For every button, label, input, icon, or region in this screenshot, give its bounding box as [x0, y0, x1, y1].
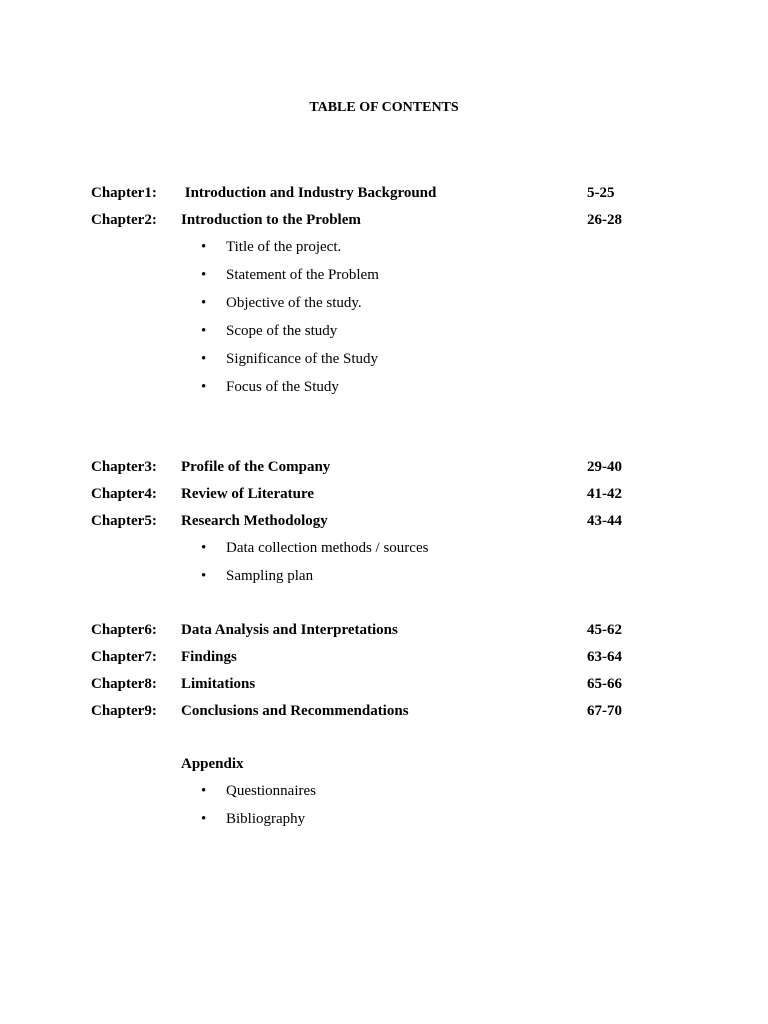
bullet-icon: •	[201, 811, 207, 827]
page-title: TABLE OF CONTENTS	[309, 100, 459, 115]
list-item	[0, 568, 768, 588]
list-item	[0, 379, 768, 399]
chapter-label: Chapter2:	[91, 212, 157, 228]
list-item	[0, 540, 768, 560]
bullet-icon: •	[201, 379, 207, 395]
bullet-icon: •	[201, 295, 207, 311]
list-item-text: Title of the project.	[226, 239, 342, 255]
chapter-label: Chapter4:	[91, 486, 157, 502]
bullet-icon: •	[201, 323, 207, 339]
list-item-text: Questionnaires	[226, 783, 316, 799]
list-item	[0, 295, 768, 315]
list-item	[0, 323, 768, 343]
chapter-label: Chapter5:	[91, 513, 157, 529]
list-item	[0, 267, 768, 287]
chapter-label: Chapter7:	[91, 649, 157, 665]
chapter-pages: 5-25	[587, 185, 615, 201]
chapter-pages: 65-66	[587, 676, 622, 692]
bullet-icon: •	[201, 267, 207, 283]
toc-entry-chapter3	[0, 459, 768, 479]
chapter-pages: 41-42	[587, 486, 622, 502]
chapter-label: Chapter8:	[91, 676, 157, 692]
chapter-label: Chapter1:	[91, 185, 157, 201]
chapter-title: Findings	[181, 649, 237, 665]
bullet-icon: •	[201, 783, 207, 799]
list-item-text: Objective of the study.	[226, 295, 362, 311]
bullet-icon: •	[201, 540, 207, 556]
list-item	[0, 239, 768, 259]
chapter-title: Research Methodology	[181, 513, 328, 529]
chapter-pages: 43-44	[587, 513, 622, 529]
toc-entry-chapter7	[0, 649, 768, 669]
chapter-pages: 26-28	[587, 212, 622, 228]
list-item	[0, 811, 768, 831]
list-item-text: Bibliography	[226, 811, 306, 827]
list-item	[0, 783, 768, 803]
chapter-pages: 63-64	[587, 649, 622, 665]
chapter-label: Chapter3:	[91, 459, 157, 475]
list-item-text: Statement of the Problem	[226, 267, 379, 283]
chapter-pages: 29-40	[587, 459, 622, 475]
toc-entry-chapter4	[0, 486, 768, 506]
toc-entry-chapter8	[0, 676, 768, 696]
toc-entry-chapter2	[0, 212, 768, 232]
chapter-title: Conclusions and Recommendations	[181, 703, 409, 719]
chapter-pages: 67-70	[587, 703, 622, 719]
appendix-heading: Appendix	[181, 756, 244, 772]
chapter-title: Profile of the Company	[181, 459, 331, 475]
list-item-text: Sampling plan	[226, 568, 314, 584]
chapter-title: Introduction to the Problem	[181, 212, 361, 228]
toc-entry-chapter6	[0, 622, 768, 642]
bullet-icon: •	[201, 239, 207, 255]
chapter-title: Introduction and Industry Background	[181, 185, 437, 201]
list-item-text: Focus of the Study	[226, 379, 339, 395]
toc-entry-chapter5	[0, 513, 768, 533]
list-item-text: Scope of the study	[226, 323, 338, 339]
chapter-title: Review of Literature	[181, 486, 315, 502]
bullet-icon: •	[201, 351, 207, 367]
list-item-text: Data collection methods / sources	[226, 540, 429, 556]
bullet-icon: •	[201, 568, 207, 584]
chapter-label: Chapter6:	[91, 622, 157, 638]
list-item	[0, 351, 768, 371]
toc-entry-chapter9	[0, 703, 768, 723]
chapter-label: Chapter9:	[91, 703, 157, 719]
chapter-pages: 45-62	[587, 622, 622, 638]
toc-entry-chapter1	[0, 185, 768, 205]
chapter-title: Data Analysis and Interpretations	[181, 622, 398, 638]
list-item-text: Significance of the Study	[226, 351, 379, 367]
chapter-title: Limitations	[181, 676, 256, 692]
